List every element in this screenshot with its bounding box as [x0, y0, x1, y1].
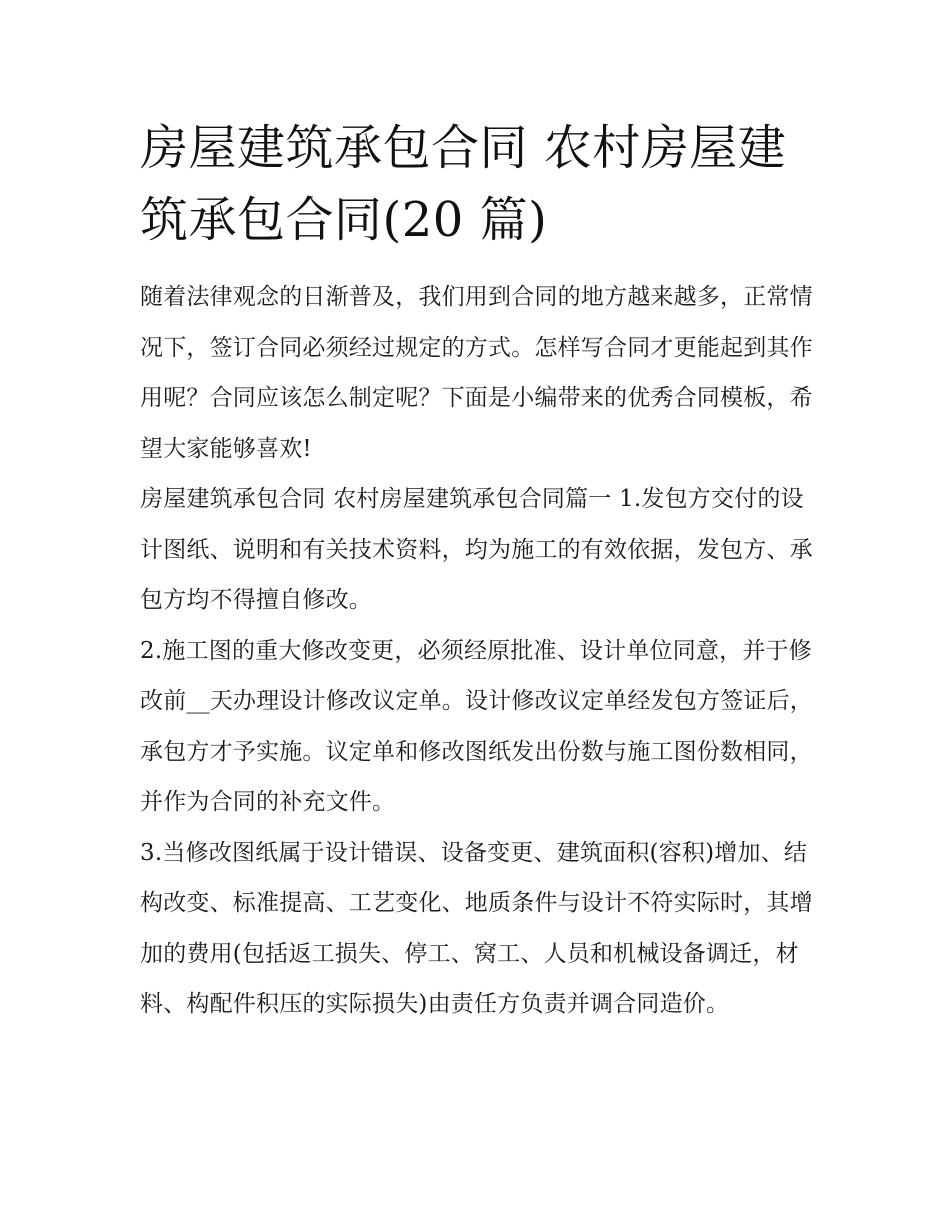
clause-paragraph-1: 房屋建筑承包合同 农村房屋建筑承包合同篇一 1.发包方交付的设计图纸、说明和有关技术资料，均为施工的有效依据，发包方、承包方均不得擅自修改。	[140, 486, 813, 613]
document-title: 房屋建筑承包合同 农村房屋建筑承包合同(20 篇)	[140, 120, 787, 248]
clause-paragraph-3: 3.当修改图纸属于设计错误、设备变更、建筑面积(容积)增加、结构改变、标准提高、工艺变化、地质条件与设计不符实际时，其增加的费用(包括返工损失、停工、窝工、人员和机械设备调迁，材料、构配件积压的实际损失)由责任方负责并调合同造价。	[140, 839, 813, 1017]
clause-paragraph-2: 2.施工图的重大修改变更，必须经原批准、设计单位同意，并于修改前__天办理设计修改议定单。设计修改议定单经发包方签证后，承包方才予实施。议定单和修改图纸发出份数与施工图份数相同，并作为合同的补充文件。	[140, 637, 813, 815]
intro-paragraph: 随着法律观念的日渐普及，我们用到合同的地方越来越多，正常情况下，签订合同必须经过规定的方式。怎样写合同才更能起到其作用呢？合同应该怎么制定呢？下面是小编带来的优秀合同模板，希望大家能够喜欢!	[140, 284, 813, 462]
document-body	[140, 112, 815, 1030]
